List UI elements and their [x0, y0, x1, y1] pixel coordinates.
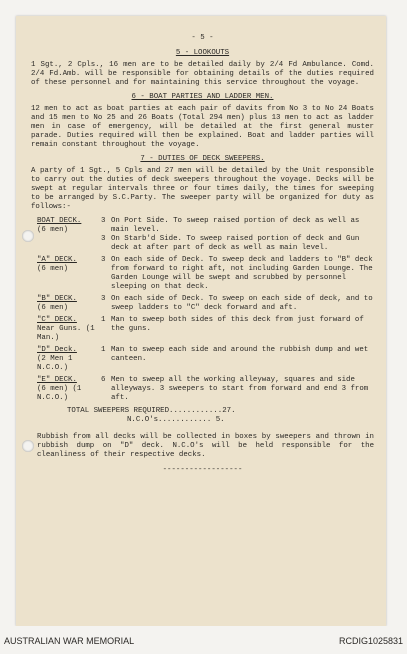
crew-count: 3: [101, 217, 106, 225]
total-sweepers: TOTAL SWEEPERS REQUIRED............27.: [67, 407, 236, 415]
footer-id: RCDIG1025831: [338, 636, 403, 646]
deck-name: "C" DECK.: [37, 316, 77, 324]
deck-name: BOAT DECK.: [37, 217, 82, 225]
section-paragraph: A party of 1 Sgt., 5 Cpls and 27 men will be detailed by the Unit responsible to carry out the duties of deck sweepers throughout the voyage. Decks will be swept at regular intervals three or four times daily, the times for sweeping to be arranged by S.C.Party. The sweeper party will be organized for duty as follows:-: [31, 167, 374, 211]
deck-row: [31, 295, 374, 313]
page-number: - 5 -: [191, 34, 214, 42]
duty-text: On each side of Deck. To sweep deck and ladders to "B" deck from forward to right aft, not including Garden Lounge. The Garden Lounge will be swept and scrubbed by personnel sleeping on that deck.: [111, 256, 373, 291]
totals-block: [67, 407, 374, 425]
document-body: [31, 34, 374, 475]
footer-source: AUSTRALIAN WAR MEMORIAL: [4, 636, 135, 646]
closing-paragraph: Rubbish from all decks will be collected in boxes by sweepers and thrown in rubbish dump on "D" deck. N.C.O's will be held responsible for the cleanliness of their respective decks.: [37, 433, 374, 459]
deck-name: "E" DECK.: [37, 376, 77, 384]
section-heading: 6 - BOAT PARTIES AND LADDER MEN.: [131, 93, 274, 101]
deck-list: [31, 217, 374, 403]
section-heading: 5 - LOOKOUTS: [175, 49, 230, 57]
crew-count: 1: [101, 316, 106, 324]
section-paragraph: 12 men to act as boat parties at each pair of davits from No 3 to No 24 Boats and 15 men to No 25 and 26 Boats (Total 294 men) plus 13 men to act as ladder men in case of emergency, will be detailed at the first general muster parade. Duties required will then be explained. Boat and ladder parties will remain constant throughout the voyage.: [31, 105, 374, 149]
deck-row: [31, 217, 374, 253]
deck-crew: (6 men): [37, 304, 69, 312]
deck-crew: (6 men): [37, 265, 69, 273]
deck-row: [31, 376, 374, 403]
deck-crew: Near Guns. (1 Man.): [37, 325, 95, 342]
duty-text: Men to sweep all the working alleyway, squares and side alleyways. 3 sweepers to start from forward and end 3 from aft.: [111, 376, 369, 402]
crew-count: 3: [101, 295, 106, 303]
crew-count: 3: [101, 235, 106, 243]
section-heading: 7 - DUTIES OF DECK SWEEPERS.: [140, 155, 265, 163]
document-page: [16, 16, 386, 626]
deck-row: [31, 316, 374, 343]
crew-count: 6: [101, 376, 106, 384]
deck-row: [31, 256, 374, 292]
deck-crew: (2 Men 1 N.C.O.): [37, 355, 73, 372]
crew-count: 1: [101, 346, 106, 354]
deck-row: [31, 346, 374, 373]
duty-text: On Starb'd Side. To sweep raised portion of deck and Gun deck at after part of deck as well as main level.: [111, 235, 360, 252]
deck-name: "B" DECK.: [37, 295, 77, 303]
deck-crew: (6 men): [37, 226, 69, 234]
deck-name: "D" Deck.: [37, 346, 77, 354]
deck-name: "A" DECK.: [37, 256, 77, 264]
duty-text: On each side of Deck. To sweep on each side of deck, and to sweep ladders to "C" deck forward and aft.: [111, 295, 373, 312]
section-paragraph: 1 Sgt., 2 Cpls., 16 men are to be detailed daily by 2/4 Fd Ambulance. Comd. 2/4 Fd.Amb. will be responsible for obtaining details of the duties required of these personnel and for maintaining this service throughout the voyage.: [31, 61, 374, 87]
total-ncos: N.C.O's............ 5.: [127, 416, 225, 424]
deck-crew: (6 men) (1 N.C.O.): [37, 385, 82, 402]
duty-text: Man to sweep each side and around the rubbish dump and wet canteen.: [111, 346, 369, 363]
duty-text: Man to sweep both sides of this deck from just forward of the guns.: [111, 316, 364, 333]
crew-count: 3: [101, 256, 106, 264]
footer-bar: [0, 626, 407, 654]
divider-line: ------------------: [162, 466, 243, 474]
duty-text: On Port Side. To sweep raised portion of deck as well as main level.: [111, 217, 360, 234]
